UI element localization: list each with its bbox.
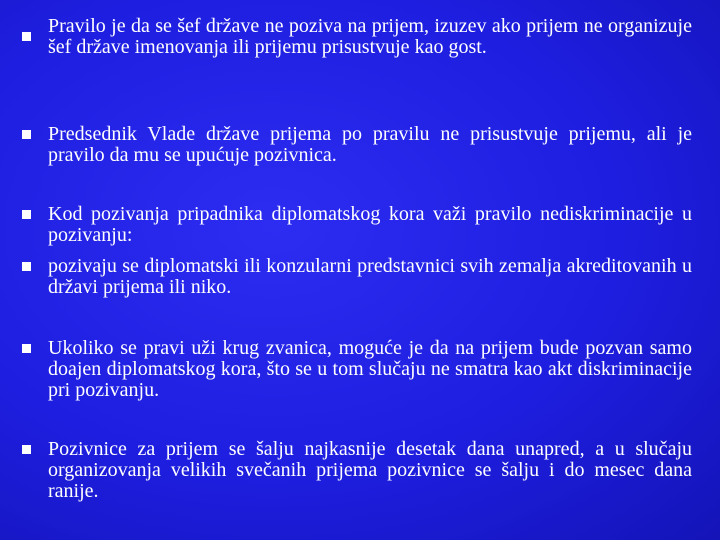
bullet-text-4: pozivaju se diplomatski ili konzularni predstavnici svih zemalja akreditovanih u državi prijema ili niko.: [48, 255, 692, 298]
bullet-marker: [22, 130, 31, 139]
bullet-marker: [22, 262, 31, 271]
bullet-marker: [22, 210, 31, 219]
bullet-marker: [22, 344, 31, 353]
bullet-marker: [22, 445, 31, 454]
bullet-text-6: Pozivnice za prijem se šalju najkasnije desetak dana unapred, a u slučaju organizovanja velikih svečanih prijema pozivnice se šalju i do mesec dana ranije.: [48, 438, 692, 502]
bullet-marker: [22, 32, 31, 41]
bullet-text-3: Kod pozivanja pripadnika diplomatskog kora važi pravilo nediskriminacije u pozivanju:: [48, 203, 692, 246]
bullet-text-2: Predsednik Vlade države prijema po pravilu ne prisustvuje prijemu, ali je pravilo da mu se upućuje pozivnica.: [48, 123, 692, 166]
bullet-text-5: Ukoliko se pravi uži krug zvanica, moguće je da na prijem bude pozvan samo doajen diplomatskog kora, što se u tom slučaju ne smatra kao akt diskriminacije pri pozivanju.: [48, 337, 692, 401]
bullet-text-1: Pravilo je da se šef države ne poziva na prijem, izuzev ako prijem ne organizuje šef države imenovanja ili prijemu prisustvuje kao gost.: [48, 15, 692, 58]
